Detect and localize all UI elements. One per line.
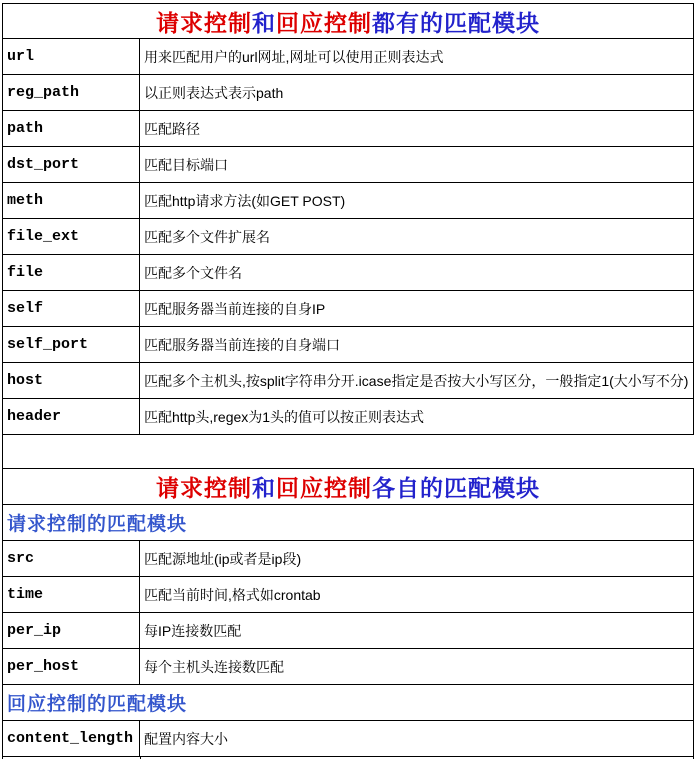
table-row-reg-path xyxy=(3,75,694,111)
module-name-cell: file xyxy=(3,255,140,290)
title-segment: 和 xyxy=(252,476,276,501)
title-segment: 请求控制 xyxy=(156,10,252,36)
module-desc-cell: 匹配多个主机头,按split字符串分开.icase指定是否按大小写区分，一般指定1(大小写不分) xyxy=(144,372,689,389)
table-row-src xyxy=(3,541,694,577)
module-name-cell: host xyxy=(3,363,140,398)
module-desc-cell: 匹配目标端口 xyxy=(144,156,228,173)
partial-row xyxy=(3,757,694,759)
table-row-header xyxy=(3,399,694,435)
module-name-cell: reg_path xyxy=(3,75,140,110)
module-desc-cell: 匹配多个文件名 xyxy=(144,264,242,281)
table-row-time xyxy=(3,577,694,613)
table-row-url xyxy=(3,39,694,75)
module-desc-cell: 匹配多个文件扩展名 xyxy=(144,228,270,245)
module-desc-cell: 配置内容大小 xyxy=(144,730,228,747)
module-name-cell: content_length xyxy=(3,721,140,756)
module-name-cell: time xyxy=(3,577,140,612)
module-name-cell: self xyxy=(3,291,140,326)
module-name-cell: path xyxy=(3,111,140,146)
module-desc-cell: 匹配服务器当前连接的自身IP xyxy=(144,300,326,317)
response-section-header-label: 回应控制的匹配模块 xyxy=(7,694,188,715)
module-desc-cell: 匹配源地址(ip或者是ip段) xyxy=(144,550,302,567)
table-row-meth xyxy=(3,183,694,219)
request-section-header-label: 请求控制的匹配模块 xyxy=(7,514,188,535)
title-segment: 请求控制 xyxy=(156,476,252,501)
module-name-cell: meth xyxy=(3,183,140,218)
title-segment: 回应控制 xyxy=(276,476,372,501)
table-row-file xyxy=(3,255,694,291)
section-title-shared xyxy=(3,4,694,39)
table-row-self xyxy=(3,291,694,327)
table-row-dst-port xyxy=(3,147,694,183)
module-desc-cell: 匹配服务器当前连接的自身端口 xyxy=(144,336,340,353)
module-desc-cell: 匹配当前时间,格式如crontab xyxy=(144,586,321,603)
match-modules-table xyxy=(2,3,694,759)
table-row-file-ext xyxy=(3,219,694,255)
table-row-content-length xyxy=(3,721,694,757)
title-segment: 都有的匹配模块 xyxy=(372,10,540,36)
module-desc-cell: 每IP连接数匹配 xyxy=(144,622,242,639)
request-section-header xyxy=(3,505,694,541)
table-row-per-host xyxy=(3,649,694,685)
module-name-cell: src xyxy=(3,541,140,576)
table-row-path xyxy=(3,111,694,147)
title-segment: 和 xyxy=(252,10,276,36)
module-name-cell: dst_port xyxy=(3,147,140,182)
title-segment: 各自的匹配模块 xyxy=(372,476,540,501)
module-desc-cell: 每个主机头连接数匹配 xyxy=(144,658,284,675)
module-name-cell: per_ip xyxy=(3,613,140,648)
table-row-self-port xyxy=(3,327,694,363)
module-desc-cell: 匹配路径 xyxy=(144,120,200,137)
table-row-host xyxy=(3,363,694,399)
module-name-cell: per_host xyxy=(3,649,140,684)
module-desc-cell: 匹配http头,regex为1头的值可以按正则表达式 xyxy=(144,408,425,425)
module-name-cell: file_ext xyxy=(3,219,140,254)
response-section-header xyxy=(3,685,694,721)
title-segment: 回应控制 xyxy=(276,10,372,36)
module-name-cell: self_port xyxy=(3,327,140,362)
module-name-cell: header xyxy=(3,399,140,434)
section-title-separate xyxy=(3,469,694,505)
table-row-per-ip xyxy=(3,613,694,649)
spacer-row xyxy=(3,435,694,469)
module-desc-cell: 以正则表达式表示path xyxy=(144,84,284,101)
module-desc-cell: 用来匹配用户的url网址,网址可以使用正则表达式 xyxy=(144,48,444,65)
column-divider xyxy=(140,757,141,759)
module-name-cell: url xyxy=(3,39,140,74)
module-desc-cell: 匹配http请求方法(如GET POST) xyxy=(144,192,346,209)
